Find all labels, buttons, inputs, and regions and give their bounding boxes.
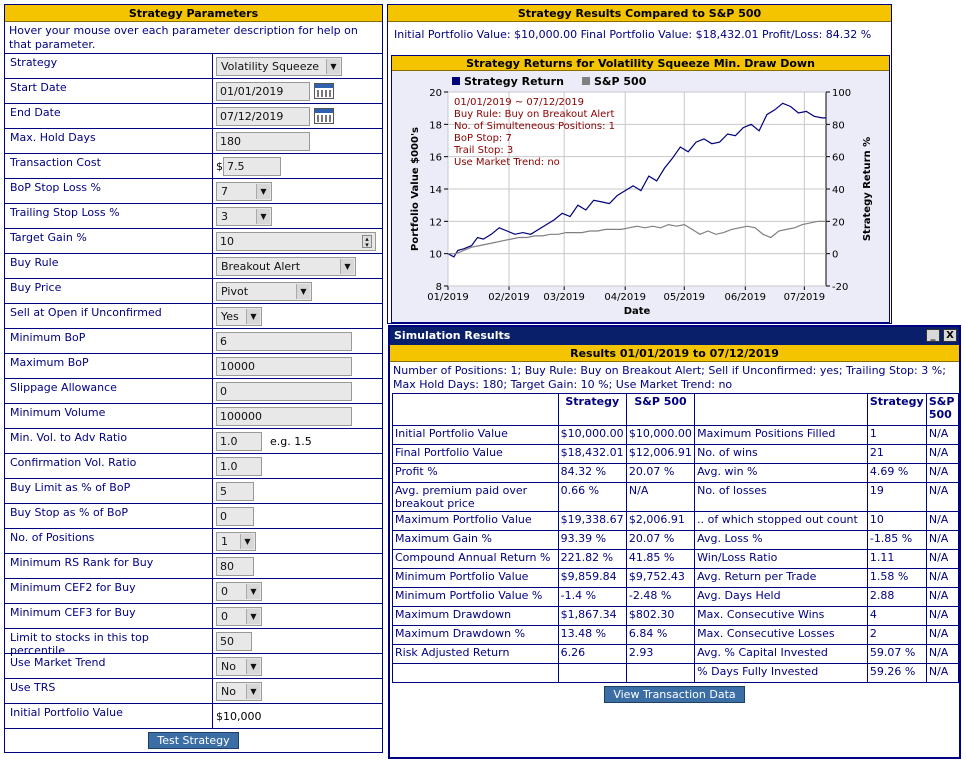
param-row <box>5 629 382 657</box>
x-tick-label: 05/2019 <box>663 292 706 303</box>
chevron-down-icon[interactable]: ▼ <box>246 684 260 699</box>
param-row <box>5 204 382 229</box>
stats-cell: Profit % <box>393 464 559 483</box>
param-select-value: Volatility Squeeze <box>221 60 320 73</box>
param-label: Minimum Volume <box>5 404 213 428</box>
param-select[interactable] <box>216 532 256 551</box>
x-tick-label: 02/2019 <box>488 292 530 303</box>
x-tick-label: 06/2019 <box>724 292 767 303</box>
param-label: Buy Rule <box>5 254 213 278</box>
y2-tick-label: 0 <box>832 249 839 261</box>
chart-title: Strategy Returns for Volatility Squeeze Min. Draw Down <box>392 56 889 71</box>
stats-cell: Risk Adjusted Return <box>393 645 559 664</box>
param-select[interactable] <box>216 207 272 226</box>
param-select-value: 0 <box>221 585 228 598</box>
param-input-value: 10000 <box>220 360 255 373</box>
sim-window-title: Simulation Results <box>394 329 511 342</box>
param-select[interactable] <box>216 307 262 326</box>
param-row <box>5 479 382 504</box>
param-label: Use Market Trend <box>5 654 213 678</box>
param-row <box>5 604 382 629</box>
header-strategy-2: Strategy <box>867 394 926 426</box>
stats-cell: Maximum Gain % <box>393 531 559 550</box>
stats-cell: -2.48 % <box>626 588 694 607</box>
x-tick-label: 03/2019 <box>543 292 585 303</box>
param-row <box>5 429 382 454</box>
param-input-value: 1.0 <box>220 460 238 473</box>
param-input[interactable] <box>216 232 376 251</box>
param-label: Start Date <box>5 79 213 103</box>
stats-cell: Maximum Portfolio Value <box>393 512 559 531</box>
stats-cell: N/A <box>926 607 958 626</box>
stats-cell: 13.48 % <box>558 626 626 645</box>
stats-table <box>392 393 959 683</box>
stats-cell: Minimum Portfolio Value <box>393 569 559 588</box>
stats-cell <box>393 664 559 683</box>
param-static-value: $10,000 <box>216 710 262 723</box>
stats-cell: 6.26 <box>558 645 626 664</box>
header-sp500: S&P 500 <box>626 394 694 426</box>
param-select-value: 1 <box>221 535 228 548</box>
param-row <box>5 504 382 529</box>
stats-row <box>393 607 959 626</box>
chevron-down-icon[interactable]: ▼ <box>240 534 254 549</box>
stats-cell: Avg. % Capital Invested <box>695 645 868 664</box>
returns-chart <box>391 55 890 323</box>
param-row <box>5 279 382 304</box>
param-input[interactable] <box>216 382 352 401</box>
param-select[interactable] <box>216 257 356 276</box>
param-row <box>5 354 382 379</box>
param-rows <box>5 54 382 729</box>
x-tick-label: 07/2019 <box>783 292 826 303</box>
stats-cell: 21 <box>867 445 926 464</box>
param-select-value: No <box>221 685 236 698</box>
param-select-value: No <box>221 660 236 673</box>
param-select[interactable] <box>216 282 312 301</box>
param-label: Buy Stop as % of BoP <box>5 504 213 528</box>
stats-cell <box>558 664 626 683</box>
param-input[interactable] <box>216 457 262 476</box>
stats-cell: $1,867.34 <box>558 607 626 626</box>
param-label: Maximum BoP <box>5 354 213 378</box>
param-row <box>5 304 382 329</box>
param-select[interactable] <box>216 57 342 76</box>
chevron-down-icon[interactable]: ▼ <box>246 309 260 324</box>
param-input-value: 6 <box>220 335 227 348</box>
stats-cell: $2,006.91 <box>626 512 694 531</box>
header-sp500-2: S&P 500 <box>926 394 958 426</box>
legend-label-sp500: S&P 500 <box>594 75 647 88</box>
strategy-results-panel <box>387 4 892 324</box>
y2-tick-label: 60 <box>832 152 845 164</box>
stats-cell: Avg. Days Held <box>695 588 868 607</box>
y-tick-label: 10 <box>429 249 442 261</box>
stats-cell: $9,859.84 <box>558 569 626 588</box>
stats-cell: $9,752.43 <box>626 569 694 588</box>
chart-annotation-line: Use Market Trend: no <box>454 157 560 168</box>
stats-body <box>393 426 959 683</box>
param-label: Target Gain % <box>5 229 213 253</box>
stats-cell: 2.88 <box>867 588 926 607</box>
param-row <box>5 54 382 79</box>
param-input-value: 0 <box>220 510 227 523</box>
stats-cell: $12,006.91 <box>626 445 694 464</box>
chart-annotation-line: No. of Simulteneous Positions: 1 <box>454 121 616 132</box>
param-select[interactable] <box>216 607 262 626</box>
param-input-value: 1.0 <box>220 435 238 448</box>
param-label: Sell at Open if Unconfirmed <box>5 304 213 328</box>
date-input[interactable] <box>216 82 310 101</box>
results-panel-title: Strategy Results Compared to S&P 500 <box>388 5 891 22</box>
chevron-down-icon[interactable]: ▼ <box>246 609 260 624</box>
param-row <box>5 579 382 604</box>
chevron-down-icon[interactable]: ▼ <box>256 184 270 199</box>
param-input[interactable] <box>216 482 254 501</box>
stats-cell: $802.30 <box>626 607 694 626</box>
spinner-icon[interactable]: ▴ ▾ <box>362 235 372 248</box>
stats-cell: $10,000.00 <box>626 426 694 445</box>
y2-tick-label: 80 <box>832 120 845 132</box>
stats-cell: Avg. Loss % <box>695 531 868 550</box>
param-input-value: 5 <box>220 485 227 498</box>
param-select[interactable] <box>216 182 272 201</box>
stats-cell: N/A <box>926 588 958 607</box>
param-label: Initial Portfolio Value <box>5 704 213 728</box>
param-label: Transaction Cost <box>5 154 213 178</box>
legend-swatch-strategy <box>452 77 460 85</box>
param-select[interactable] <box>216 657 262 676</box>
stats-cell: N/A <box>926 550 958 569</box>
param-input[interactable] <box>216 432 262 451</box>
param-input-value: 80 <box>220 560 234 573</box>
stats-cell: Max. Consecutive Losses <box>695 626 868 645</box>
stats-cell: % Days Fully Invested <box>695 664 868 683</box>
param-row <box>5 329 382 354</box>
chevron-down-icon[interactable]: ▼ <box>246 659 260 674</box>
stats-cell: Initial Portfolio Value <box>393 426 559 445</box>
param-label: Minimum RS Rank for Buy <box>5 554 213 578</box>
stats-cell: Minimum Portfolio Value % <box>393 588 559 607</box>
header-strategy: Strategy <box>558 394 626 426</box>
stats-row <box>393 550 959 569</box>
stats-cell: 4 <box>867 607 926 626</box>
stats-cell: -1.85 % <box>867 531 926 550</box>
stats-cell: 59.26 % <box>867 664 926 683</box>
stats-cell: N/A <box>926 426 958 445</box>
y-tick-label: 16 <box>429 152 442 164</box>
param-input[interactable] <box>216 332 352 351</box>
stats-cell: 93.39 % <box>558 531 626 550</box>
param-label: Trailing Stop Loss % <box>5 204 213 228</box>
param-label: Minimum CEF3 for Buy <box>5 604 213 628</box>
param-row <box>5 154 382 179</box>
param-row <box>5 654 382 679</box>
header-blank <box>393 394 559 426</box>
param-label: Max. Hold Days <box>5 129 213 153</box>
stats-cell: N/A <box>926 512 958 531</box>
param-select-value: Breakout Alert <box>221 260 301 273</box>
param-input-value: 180 <box>220 135 241 148</box>
param-row <box>5 229 382 254</box>
chevron-down-icon[interactable]: ▼ <box>296 284 310 299</box>
param-select-value: Pivot <box>221 285 249 298</box>
stats-row <box>393 588 959 607</box>
param-input-value: 7.5 <box>227 160 245 173</box>
param-label: Minimum CEF2 for Buy <box>5 579 213 603</box>
header-blank-2 <box>695 394 868 426</box>
param-row <box>5 704 382 729</box>
chevron-down-icon[interactable]: ▼ <box>326 59 340 74</box>
param-label: BoP Stop Loss % <box>5 179 213 203</box>
stats-cell: 19 <box>867 483 926 512</box>
results-summary: Initial Portfolio Value: $10,000.00 Final Portfolio Value: $18,432.01 Profit/Loss: 84.32 % <box>394 28 872 41</box>
stats-cell: 6.84 % <box>626 626 694 645</box>
stats-cell: $10,000.00 <box>558 426 626 445</box>
stats-cell: Avg. Return per Trade <box>695 569 868 588</box>
stats-row <box>393 445 959 464</box>
y2-tick-label: 40 <box>832 185 845 196</box>
param-input-value: 50 <box>220 635 234 648</box>
param-row <box>5 179 382 204</box>
param-label: No. of Positions <box>5 529 213 553</box>
stats-cell: Maximum Drawdown <box>393 607 559 626</box>
stats-cell: 4.69 % <box>867 464 926 483</box>
stats-row <box>393 645 959 664</box>
stats-cell: 221.82 % <box>558 550 626 569</box>
param-label: Strategy <box>5 54 213 78</box>
param-label: Confirmation Vol. Ratio <box>5 454 213 478</box>
stats-cell: 20.07 % <box>626 531 694 550</box>
stats-cell <box>626 664 694 683</box>
stats-cell: N/A <box>926 464 958 483</box>
stats-cell: N/A <box>926 531 958 550</box>
chart-annotation-line: BoP Stop: 7 <box>454 133 512 144</box>
params-panel-title: Strategy Parameters <box>5 5 382 22</box>
legend-swatch-sp500 <box>582 77 590 85</box>
chevron-down-icon[interactable]: ▼ <box>340 259 354 274</box>
param-select-value: 0 <box>221 610 228 623</box>
param-select-value: 7 <box>221 185 228 198</box>
stats-cell: N/A <box>926 569 958 588</box>
stats-cell: 84.32 % <box>558 464 626 483</box>
stats-cell: 1.11 <box>867 550 926 569</box>
chart-annotation-line: 01/01/2019 ~ 07/12/2019 <box>454 97 585 108</box>
param-input[interactable] <box>223 157 281 176</box>
chart-annotation-line: Trail Stop: 3 <box>454 145 514 156</box>
stats-cell: 2.93 <box>626 645 694 664</box>
stats-row <box>393 531 959 550</box>
stats-cell: No. of wins <box>695 445 868 464</box>
x-axis-label: Date <box>623 306 651 317</box>
stats-cell: N/A <box>926 626 958 645</box>
stats-row <box>393 569 959 588</box>
stats-cell: 1.58 % <box>867 569 926 588</box>
y2-tick-label: 20 <box>832 217 845 229</box>
param-input[interactable] <box>216 632 252 651</box>
param-row <box>5 554 382 579</box>
param-row <box>5 679 382 704</box>
param-row <box>5 404 382 429</box>
stats-cell: 41.85 % <box>626 550 694 569</box>
stats-cell: Compound Annual Return % <box>393 550 559 569</box>
param-row <box>5 129 382 154</box>
param-label: Buy Price <box>5 279 213 303</box>
test-strategy-button[interactable]: Test Strategy <box>148 732 238 749</box>
stats-cell: 20.07 % <box>626 464 694 483</box>
sim-window-titlebar[interactable] <box>390 327 959 345</box>
stats-cell: Maximum Drawdown % <box>393 626 559 645</box>
date-input[interactable] <box>216 107 310 126</box>
stats-cell: Max. Consecutive Wins <box>695 607 868 626</box>
param-select-value: 3 <box>221 210 228 223</box>
param-input[interactable] <box>216 557 254 576</box>
param-hint: e.g. 1.5 <box>270 435 312 448</box>
results-date-title: Results 01/01/2019 to 07/12/2019 <box>390 345 959 362</box>
stats-cell: No. of losses <box>695 483 868 512</box>
param-label: Minimum BoP <box>5 329 213 353</box>
params-help-text: Hover your mouse over each parameter description for help on that parameter. <box>5 22 382 54</box>
stats-row <box>393 626 959 645</box>
param-select-value: Yes <box>221 310 239 323</box>
stats-cell: -1.4 % <box>558 588 626 607</box>
param-label: Slippage Allowance <box>5 379 213 403</box>
param-input[interactable] <box>216 357 352 376</box>
stats-cell: 2 <box>867 626 926 645</box>
stats-cell: 1 <box>867 426 926 445</box>
stats-row <box>393 426 959 445</box>
stats-cell: N/A <box>926 645 958 664</box>
chevron-down-icon[interactable]: ▼ <box>256 209 270 224</box>
stats-cell: N/A <box>926 445 958 464</box>
param-row <box>5 529 382 554</box>
param-prefix: $ <box>216 160 223 173</box>
param-select[interactable] <box>216 582 262 601</box>
param-input-value: 100000 <box>220 410 262 423</box>
chart-annotation-line: Buy Rule: Buy on Breakout Alert <box>454 109 615 120</box>
param-input[interactable] <box>216 407 352 426</box>
y2-tick-label: -20 <box>832 282 849 293</box>
chevron-down-icon[interactable]: ▼ <box>246 584 260 599</box>
y-tick-label: 20 <box>429 88 442 99</box>
view-transaction-data-button[interactable]: View Transaction Data <box>604 686 744 703</box>
stats-cell: $19,338.67 <box>558 512 626 531</box>
stats-cell: 10 <box>867 512 926 531</box>
param-label: Buy Limit as % of BoP <box>5 479 213 503</box>
param-row <box>5 454 382 479</box>
stats-row <box>393 512 959 531</box>
x-tick-label: 01/2019 <box>427 292 469 303</box>
stats-cell: Avg. premium paid over breakout price <box>393 483 559 512</box>
calendar-icon[interactable] <box>314 83 334 99</box>
strategy-parameters-panel <box>4 4 383 753</box>
stats-cell: N/A <box>926 483 958 512</box>
param-input[interactable] <box>216 507 254 526</box>
y2-tick-label: 100 <box>832 88 852 99</box>
param-input-value: 07/12/2019 <box>220 110 284 123</box>
y2-axis-label: Strategy Return % <box>862 136 873 242</box>
param-input-value: 01/01/2019 <box>220 85 284 98</box>
legend-label-strategy: Strategy Return <box>464 75 564 88</box>
stats-row <box>393 483 959 512</box>
stats-cell: Final Portfolio Value <box>393 445 559 464</box>
close-button[interactable]: X <box>943 329 957 342</box>
param-label: End Date <box>5 104 213 128</box>
stats-cell: Win/Loss Ratio <box>695 550 868 569</box>
minimize-button[interactable]: _ <box>926 329 940 342</box>
y-tick-label: 8 <box>435 282 442 293</box>
stats-header-row <box>393 394 959 426</box>
chart-canvas <box>392 72 889 322</box>
y-tick-label: 14 <box>429 185 442 196</box>
stats-cell: 59.07 % <box>867 645 926 664</box>
simulation-results-window <box>388 325 961 759</box>
stats-cell: N/A <box>926 664 958 683</box>
y-tick-label: 12 <box>429 217 442 229</box>
stats-cell: .. of which stopped out count <box>695 512 868 531</box>
param-row <box>5 104 382 129</box>
param-label: Limit to stocks in this top percentile <box>5 629 213 653</box>
stats-row <box>393 664 959 683</box>
param-row <box>5 79 382 104</box>
stats-cell: N/A <box>626 483 694 512</box>
y-axis-label: Portfolio Value $000's <box>410 127 421 251</box>
stats-cell: Avg. win % <box>695 464 868 483</box>
stats-cell: 0.66 % <box>558 483 626 512</box>
stats-cell: $18,432.01 <box>558 445 626 464</box>
param-select[interactable] <box>216 682 262 701</box>
x-tick-label: 04/2019 <box>604 292 646 303</box>
param-input-value: 0 <box>220 385 227 398</box>
param-input[interactable] <box>216 132 310 151</box>
stats-cell: Maximum Positions Filled <box>695 426 868 445</box>
calendar-icon[interactable] <box>314 108 334 124</box>
param-label: Min. Vol. to Adv Ratio <box>5 429 213 453</box>
param-row <box>5 379 382 404</box>
stats-row <box>393 464 959 483</box>
param-input-value: 10 <box>220 235 234 248</box>
sim-params-text: Number of Positions: 1; Buy Rule: Buy on Breakout Alert; Sell if Unconfirmed: yes; Trailing Stop: 3 %; Max Hold Days: 180; Target Gain: 10 %; Use Market Trend: no <box>393 364 946 391</box>
param-label: Use TRS <box>5 679 213 703</box>
param-row <box>5 254 382 279</box>
y-tick-label: 18 <box>429 120 442 132</box>
